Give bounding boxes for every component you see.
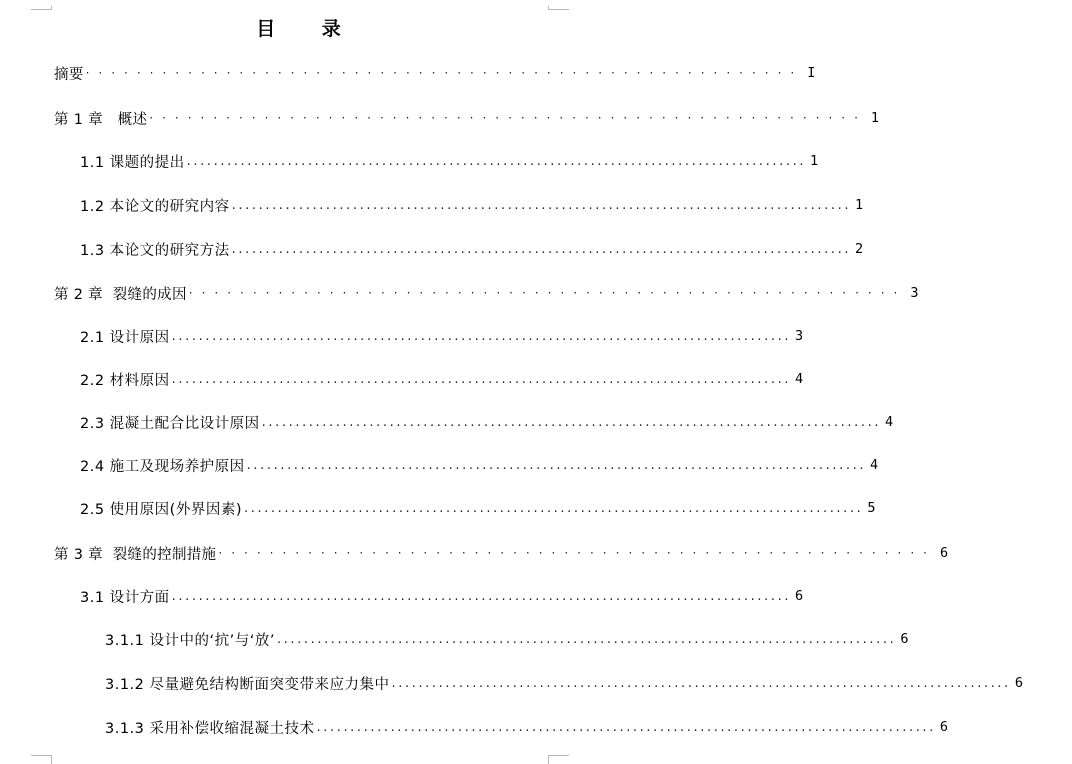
toc-entry[interactable] [0,193,864,217]
toc-entry-page: 1 [870,110,880,126]
toc-entry-label: 1.1 课题的提出 [80,154,185,171]
toc-leader: ............................................................................................ [316,719,936,735]
toc-entry-label: 3.1.3 采用补偿收缩混凝土技术 [105,720,315,737]
toc-leader: ............................................................................................ [246,457,867,473]
toc-entry-label: 3.1 设计方面 [80,589,170,606]
toc-entry[interactable] [0,541,949,565]
toc-entry[interactable] [0,367,804,391]
toc-entry-page: 6 [1014,675,1024,691]
toc-entry-page: 5 [867,500,876,516]
toc-leader: ............................................................................................ [261,414,882,430]
toc-entry-page: 6 [939,719,949,735]
toc-entry-label: 1.2 本论文的研究内容 [80,198,230,215]
toc-entry-label: 2.5 使用原因(外界因素) [80,501,242,518]
toc-entry-page: 4 [885,414,894,430]
toc-leader: ························································ [149,111,867,125]
toc-leader: ............................................................................................ [231,241,852,257]
toc-entry-label: 2.4 施工及现场养护原因 [80,458,245,475]
toc-entry-page: I [807,65,816,81]
toc-entry-label: 摘要 [54,66,84,83]
toc-entry[interactable] [0,281,919,305]
toc-entry[interactable] [0,149,819,173]
toc-leader: ························································ [188,286,907,300]
toc-entry-label: 第 3 章 裂缝的控制措施 [54,546,217,563]
toc-entry[interactable] [0,584,804,608]
toc-entry[interactable] [0,671,1024,695]
toc-entry-page: 3 [910,285,919,301]
toc-leader: ························································ [218,546,936,560]
toc-entry[interactable] [0,61,816,85]
margin-corner-top-right [548,6,569,10]
toc-entry-page: 1 [855,197,864,213]
toc-entry-label: 3.1.2 尽量避免结构断面突变带来应力集中 [105,676,390,693]
toc-leader: ............................................................................................ [171,588,792,604]
toc-entry-page: 6 [795,588,804,604]
toc-entry-label: 2.3 混凝土配合比设计原因 [80,415,260,432]
toc-leader: ............................................................................................ [171,328,792,344]
margin-corner-bottom-left [31,755,52,764]
toc-entry-label: 1.3 本论文的研究方法 [80,242,230,259]
toc-entry[interactable] [0,453,879,477]
toc-entry-label: 第 2 章 裂缝的成因 [54,286,187,303]
toc-entry[interactable] [0,237,864,261]
toc-entry-page: 4 [795,371,804,387]
toc-entry-page: 1 [810,153,819,169]
toc-entry-label: 3.1.1 设计中的‘抗’与‘放’ [105,632,275,649]
toc-leader: ............................................................................................ [231,197,852,213]
margin-corner-top-left [31,6,52,10]
margin-corner-bottom-right [548,755,569,764]
toc-entry[interactable] [0,106,880,130]
toc-entry-label: 2.2 材料原因 [80,372,170,389]
toc-leader: ························································ [85,66,804,80]
toc-entry-page: 4 [870,457,879,473]
toc-leader: ............................................................................................ [171,371,792,387]
toc-leader: ............................................................................................ [276,631,897,647]
toc-entry-label: 第 1 章 概述 [54,111,148,128]
toc-entry[interactable] [0,410,894,434]
toc-entry[interactable] [0,715,949,739]
toc-entry-page: 6 [939,545,949,561]
toc-entry[interactable] [0,496,876,520]
toc-entry-page: 3 [795,328,804,344]
toc-leader: ............................................................................................ [243,500,864,516]
toc-leader: ............................................................................................ [186,153,807,169]
toc-entry-page: 2 [855,241,864,257]
toc-entry[interactable] [0,324,804,348]
toc-entry-page: 6 [900,631,909,647]
toc-leader: ............................................................................................ [391,675,1011,691]
toc-entry[interactable] [0,627,909,651]
toc-title: 目 录 [256,18,361,40]
toc-entry-label: 2.1 设计原因 [80,329,170,346]
